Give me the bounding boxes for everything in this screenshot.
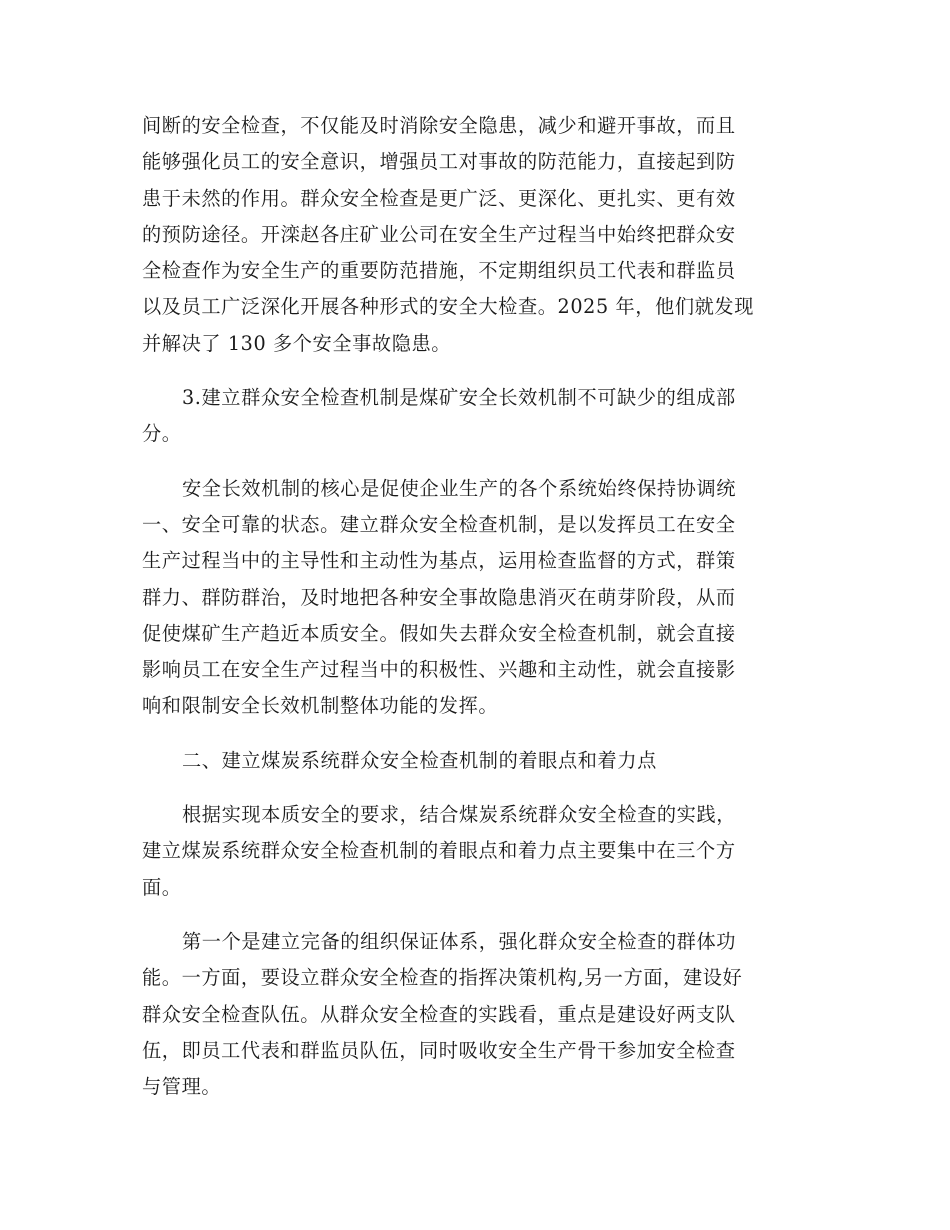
text-line: 促使煤矿生产趋近本质安全。假如失去群众安全检查机制，就会直接 — [142, 621, 736, 645]
text-line: 群众安全检查队伍。从群众安全检查的实践看，重点是建设好两支队 — [142, 1002, 736, 1026]
text-line: 能。一方面，要设立群众安全检查的指挥决策机构,另一方面，建设好 — [142, 966, 743, 990]
text-line: 响和限制安全长效机制整体功能的发挥。 — [142, 694, 499, 718]
paragraph-long-term-mechanism — [142, 471, 810, 725]
text-line: 能够强化员工的安全意识，增强员工对事故的防范能力，直接起到防 — [142, 150, 736, 174]
text-line: 面。 — [142, 875, 182, 899]
text-line: 一、安全可靠的状态。建立群众安全检查机制，是以发挥员工在安全 — [142, 512, 736, 536]
paragraph-heading-3 — [142, 380, 810, 453]
text-line: 伍，即员工代表和群监员队伍，同时吸收安全生产骨干参加安全检查 — [142, 1038, 736, 1062]
text-line: 建立煤炭系统群众安全检查机制的着眼点和着力点主要集中在三个方 — [142, 839, 736, 863]
paragraph-safety-inspection — [142, 108, 810, 362]
text-line: 群力、群防群治，及时地把各种安全事故隐患消灭在萌芽阶段，从而 — [142, 585, 736, 609]
document-page — [142, 108, 810, 1123]
text-line: 并解决了 130 多个安全事故隐患。 — [142, 331, 452, 355]
paragraph-organization-system — [142, 924, 810, 1105]
text-line: 分。 — [142, 422, 182, 446]
text-line: 安全长效机制的核心是促使企业生产的各个系统始终保持协调统 — [182, 476, 737, 500]
text-line: 二、建立煤炭系统群众安全检查机制的着眼点和着力点 — [182, 748, 657, 772]
text-line: 以及员工广泛深化开展各种形式的安全大检查。2025 年，他们就发现 — [142, 295, 754, 319]
text-line: 影响员工在安全生产过程当中的积极性、兴趣和主动性，就会直接影 — [142, 658, 736, 682]
text-line: 的预防途径。开滦赵各庄矿业公司在安全生产过程当中始终把群众安 — [142, 222, 736, 246]
section-heading-2 — [142, 743, 810, 779]
text-line: 生产过程当中的主导性和主动性为基点，运用检查监督的方式，群策 — [142, 549, 736, 573]
text-line: 第一个是建立完备的组织保证体系，强化群众安全检查的群体功 — [182, 929, 737, 953]
text-line: 3.建立群众安全检查机制是煤矿安全长效机制不可缺少的组成部 — [182, 386, 736, 410]
text-line: 间断的安全检查，不仅能及时消除安全隐患，减少和避开事故，而且 — [142, 114, 736, 137]
text-line: 患于未然的作用。群众安全检查是更广泛、更深化、更扎实、更有效 — [142, 186, 736, 210]
text-line: 根据实现本质安全的要求，结合煤炭系统群众安全检查的实践， — [182, 803, 737, 827]
paragraph-focus-points — [142, 797, 810, 906]
text-line: 全检查作为安全生产的重要防范措施，不定期组织员工代表和群监员 — [142, 259, 736, 283]
text-line: 与管理。 — [142, 1075, 222, 1099]
